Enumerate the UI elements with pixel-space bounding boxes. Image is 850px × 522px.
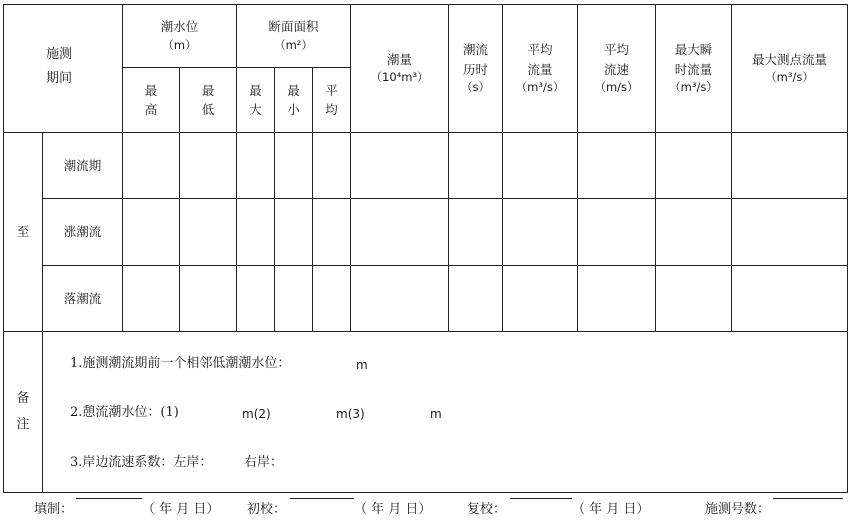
data-cell[interactable] xyxy=(578,266,656,332)
data-cell[interactable] xyxy=(180,133,237,199)
data-cell[interactable] xyxy=(275,133,313,199)
table-row xyxy=(4,199,848,266)
duration-unit: （s） xyxy=(461,79,491,94)
tide-level-unit: （m） xyxy=(162,37,197,52)
data-cell[interactable] xyxy=(180,266,237,332)
tidal-flow-table xyxy=(3,4,848,493)
data-cell[interactable] xyxy=(351,266,449,332)
data-cell[interactable] xyxy=(237,199,275,266)
sub-header-char: 最 xyxy=(249,82,262,98)
to-label-cell xyxy=(4,133,43,332)
avg-velocity-header xyxy=(578,5,656,133)
remarks-char-1: 备 xyxy=(16,391,30,406)
period-header-line1: 施测 xyxy=(46,47,73,62)
recheck-blank[interactable] xyxy=(510,498,572,499)
period-header-line2: 期间 xyxy=(46,71,73,86)
max-instant-flow-header xyxy=(656,5,732,133)
note-line-2-unit-2: m(3) xyxy=(336,407,365,421)
tide-level-highest xyxy=(123,68,180,133)
max-instant-flow-title-2: 时流量 xyxy=(674,61,713,77)
section-area-unit: （m²） xyxy=(274,37,313,52)
data-cell[interactable] xyxy=(503,199,578,266)
date-field-2: （ 年 月 日） xyxy=(354,502,432,517)
duration-title-2: 历时 xyxy=(463,61,489,77)
data-cell[interactable] xyxy=(313,133,351,199)
note-line-3-right: 右岸： xyxy=(244,455,284,470)
initial-check-label: 初校： xyxy=(247,502,287,517)
data-cell[interactable] xyxy=(656,266,732,332)
avg-velocity-title-2: 流速 xyxy=(604,61,630,77)
avg-flow-title-2: 流量 xyxy=(527,61,553,77)
data-cell[interactable] xyxy=(275,266,313,332)
data-cell[interactable] xyxy=(732,133,848,199)
to-label: 至 xyxy=(16,224,30,240)
tide-level-title: 潮水位 xyxy=(160,19,199,35)
data-cell[interactable] xyxy=(313,266,351,332)
data-cell[interactable] xyxy=(449,133,503,199)
note-line-2-unit-1: m(2) xyxy=(242,407,271,421)
tidal-volume-unit: （10⁴m³） xyxy=(370,70,429,85)
date-field-1: （ 年 月 日） xyxy=(142,502,220,517)
data-cell[interactable] xyxy=(656,133,732,199)
data-cell[interactable] xyxy=(180,199,237,266)
date-field-3: （ 年 月 日） xyxy=(572,502,650,517)
data-cell[interactable] xyxy=(656,199,732,266)
initial-check-blank[interactable] xyxy=(290,498,354,499)
max-instant-flow-title-1: 最大瞬 xyxy=(674,42,713,58)
sub-header-char: 小 xyxy=(287,102,300,117)
data-cell[interactable] xyxy=(275,199,313,266)
sub-header-char: 最 xyxy=(287,82,300,98)
avg-flow-unit: （m³/s） xyxy=(515,79,565,94)
data-cell[interactable] xyxy=(578,199,656,266)
sub-header-char: 低 xyxy=(201,102,215,117)
filled-by-blank[interactable] xyxy=(76,498,142,499)
data-cell[interactable] xyxy=(503,133,578,199)
data-cell[interactable] xyxy=(123,266,180,332)
data-cell[interactable] xyxy=(732,266,848,332)
avg-flow-title-1: 平均 xyxy=(527,42,553,58)
avg-flow-header xyxy=(503,5,578,133)
data-cell[interactable] xyxy=(123,133,180,199)
row-label-tidal-period: 潮流期 xyxy=(43,133,123,199)
section-area-max xyxy=(237,68,275,133)
data-cell[interactable] xyxy=(237,266,275,332)
data-cell[interactable] xyxy=(578,133,656,199)
data-cell[interactable] xyxy=(449,266,503,332)
max-instant-flow-unit: （m³/s） xyxy=(669,79,718,94)
sub-header-char: 均 xyxy=(325,102,338,117)
filled-by-label: 填制： xyxy=(34,502,74,517)
tidal-volume-header xyxy=(351,5,449,133)
sub-header-char: 大 xyxy=(249,102,262,117)
period-header-cell xyxy=(4,5,123,133)
data-cell[interactable] xyxy=(123,199,180,266)
sub-header-char: 最 xyxy=(201,82,215,98)
duration-header xyxy=(449,5,503,133)
table-row xyxy=(4,266,848,332)
avg-velocity-unit: （m/s） xyxy=(594,79,639,94)
recheck-label: 复校： xyxy=(467,502,507,517)
note-line-1: 1.施测潮流期前一个相邻低潮潮水位： xyxy=(70,356,291,371)
sub-header-char: 最 xyxy=(144,82,158,98)
data-cell[interactable] xyxy=(732,199,848,266)
table-row xyxy=(4,133,848,199)
remarks-notes-cell xyxy=(43,332,848,493)
section-area-title: 断面面积 xyxy=(268,19,319,35)
section-area-avg xyxy=(313,68,351,133)
max-point-flow-unit: （m³/s） xyxy=(765,70,814,85)
note-line-2-unit-3: m xyxy=(430,407,442,421)
avg-velocity-title-1: 平均 xyxy=(604,42,630,58)
data-cell[interactable] xyxy=(351,133,449,199)
tide-level-lowest xyxy=(180,68,237,133)
survey-number-label: 施测号数： xyxy=(705,502,771,517)
duration-title-1: 潮流 xyxy=(463,42,489,58)
tide-level-header xyxy=(123,5,237,68)
data-cell[interactable] xyxy=(237,133,275,199)
remarks-label-cell xyxy=(4,332,43,493)
section-area-min xyxy=(275,68,313,133)
data-cell[interactable] xyxy=(313,199,351,266)
data-cell[interactable] xyxy=(351,199,449,266)
data-cell[interactable] xyxy=(449,199,503,266)
tidal-volume-title: 潮量 xyxy=(387,51,413,67)
signature-footer xyxy=(0,498,850,518)
section-area-header xyxy=(237,5,351,68)
note-line-3: 3.岸边流速系数：左岸： xyxy=(70,455,213,470)
max-point-flow-header xyxy=(732,5,848,133)
max-point-flow-title: 最大测点流量 xyxy=(752,51,828,67)
sub-header-char: 高 xyxy=(144,102,158,117)
data-cell[interactable] xyxy=(503,266,578,332)
row-label-ebb-current: 落潮流 xyxy=(43,266,123,332)
remarks-char-2: 注 xyxy=(16,417,30,432)
survey-number-blank[interactable] xyxy=(773,498,843,499)
note-line-2: 2.憩流潮水位：(1) xyxy=(70,405,179,420)
sub-header-char: 平 xyxy=(325,82,338,98)
row-label-flood-current: 涨潮流 xyxy=(43,199,123,266)
note-line-1-unit: m xyxy=(356,358,368,372)
